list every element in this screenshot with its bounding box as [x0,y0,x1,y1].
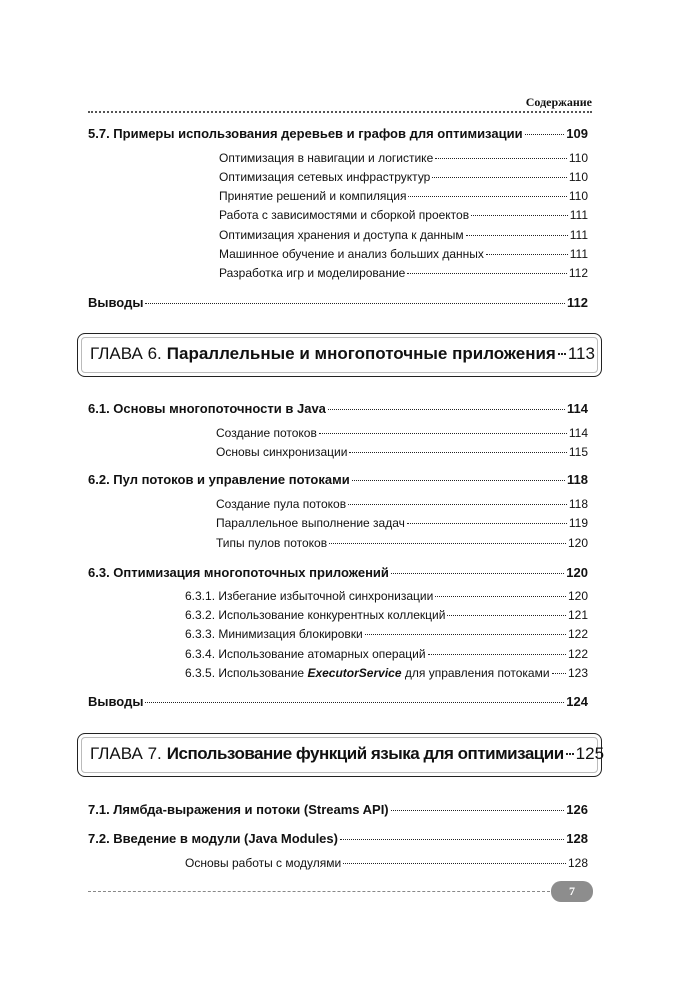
toc-page: 123 [567,666,588,680]
toc-page: 120 [566,565,588,580]
dot-leader [343,863,566,864]
dot-leader [349,452,566,453]
dot-leader [352,480,565,481]
footer-divider [88,891,550,892]
toc-subsection[interactable] [216,497,588,511]
toc-page: 111 [569,247,588,261]
toc-label: 7.1. Лямбда-выражения и потоки (Streams API) [88,802,389,817]
toc-label: Основы синхронизации [216,445,348,459]
toc-subsection-6-3-1[interactable] [185,589,588,603]
dot-leader [435,596,566,597]
toc-subsection[interactable] [219,266,588,280]
toc-label: Принятие решений и компиляция [219,189,407,203]
running-header: Содержание [525,95,592,109]
chapter-title: Использование функций языка для оптимизации [166,744,564,763]
toc-subsection[interactable] [219,151,588,165]
toc-subsection[interactable] [185,856,588,870]
toc-page: 112 [568,266,588,280]
toc-subsection[interactable] [216,516,588,530]
page-number-badge: 7 [551,881,593,902]
toc-label: 6.3.2. Использование конкурентных коллекций [185,608,446,622]
toc-page: 128 [567,856,588,870]
dot-leader [432,177,567,178]
dot-leader [328,409,565,410]
toc-subsection-6-3-2[interactable] [185,608,588,622]
dot-leader [566,753,574,755]
toc-page: 118 [567,472,588,487]
dot-leader [428,654,566,655]
toc-conclusions-ch5[interactable] [88,295,588,310]
toc-label: Параллельное выполнение задач [216,516,405,530]
toc-page: 110 [568,170,588,184]
toc-subsection[interactable] [216,426,588,440]
dot-leader [348,504,567,505]
dot-leader [407,273,567,274]
toc-section-5-7[interactable] [88,126,588,141]
toc-label-part: 6.3.5. Использование [185,666,305,680]
toc-subsection[interactable] [219,247,588,261]
toc-label: Создание потоков [216,426,317,440]
toc-label: Работа с зависимостями и сборкой проектов [219,208,470,222]
dot-leader [435,158,567,159]
toc-page: 119 [568,516,588,530]
chapter-6-heading[interactable] [77,333,602,377]
toc-subsection[interactable] [219,228,588,242]
toc-label: Оптимизация хранения и доступа к данным [219,228,464,242]
toc-page: 118 [568,497,588,511]
toc-page: 110 [568,151,588,165]
chapter-prefix: ГЛАВА 6. [90,344,162,363]
chapter-title: Параллельные и многопоточные приложения [166,344,556,363]
toc-label: Оптимизация сетевых инфраструктур [219,170,431,184]
toc-label: Основы работы с модулями [185,856,342,870]
toc-label: 6.3. Оптимизация многопоточных приложений [88,565,389,580]
dot-leader [408,196,566,197]
toc-page: 109 [566,126,588,141]
toc-label: Разработка игр и моделирование [219,266,406,280]
toc-page: 122 [567,627,588,641]
dot-leader [552,673,566,674]
chapter-prefix: ГЛАВА 7. [90,744,162,763]
dot-leader [391,810,565,811]
toc-subsection[interactable] [219,170,588,184]
dot-leader [471,215,568,216]
toc-label: Создание пула потоков [216,497,347,511]
chapter-7-heading[interactable] [77,733,605,777]
toc-page: 111 [569,208,588,222]
toc-label: 7.2. Введение в модули (Java Modules) [88,831,338,846]
dot-leader [525,134,565,135]
toc-page: 114 [567,401,588,416]
toc-conclusions-ch6[interactable] [88,694,588,709]
chapter-page: 113 [567,344,595,363]
dot-leader [329,543,566,544]
toc-page: 120 [567,589,588,603]
toc-page: 112 [567,295,588,310]
dot-leader [486,254,568,255]
dot-leader [365,634,566,635]
dot-leader [391,573,564,574]
toc-page: 124 [566,694,588,709]
dot-leader [407,523,567,524]
toc-subsection[interactable] [216,536,588,550]
toc-page: 126 [566,802,588,817]
toc-subsection[interactable] [216,445,588,459]
toc-subsection[interactable] [219,189,588,203]
code-term: ExecutorService [307,666,402,680]
toc-label: 6.3.1. Избегание избыточной синхронизации [185,589,434,603]
dot-leader [558,353,566,355]
toc-label: 6.3.4. Использование атомарных операций [185,647,426,661]
toc-label: Машинное обучение и анализ больших данных [219,247,484,261]
dot-leader [145,303,565,304]
toc-section-6-3[interactable] [88,565,588,580]
toc-page: 111 [569,228,588,242]
toc-section-7-2[interactable] [88,831,588,846]
toc-page: 110 [568,189,588,203]
toc-subsection-6-3-5[interactable] [185,666,588,680]
toc-label [185,666,550,680]
toc-label: 6.3.3. Минимизация блокировки [185,627,363,641]
header-divider [88,111,592,113]
toc-subsection-6-3-3[interactable] [185,627,588,641]
dot-leader [319,433,567,434]
toc-section-7-1[interactable] [88,802,588,817]
toc-page: 121 [567,608,588,622]
toc-subsection[interactable] [219,208,588,222]
dot-leader [447,615,566,616]
toc-label: Выводы [88,295,144,310]
toc-label: Оптимизация в навигации и логистике [219,151,434,165]
toc-label-part: для управления потоками [404,666,550,680]
toc-page: 114 [568,426,588,440]
toc-page: 128 [566,831,588,846]
toc-subsection-6-3-4[interactable] [185,647,588,661]
toc-label: 6.2. Пул потоков и управление потоками [88,472,350,487]
dot-leader [340,839,564,840]
toc-label: Выводы [88,694,144,709]
toc-label: 6.1. Основы многопоточности в Java [88,401,326,416]
chapter-page: 125 [575,744,605,763]
toc-section-6-1[interactable] [88,401,588,416]
toc-label: 5.7. Примеры использования деревьев и графов для оптимизации [88,126,523,141]
toc-page: 122 [567,647,588,661]
toc-page: 115 [568,445,588,459]
dot-leader [466,235,568,236]
toc-page: 120 [567,536,588,550]
dot-leader [145,702,564,703]
toc-label: Типы пулов потоков [216,536,328,550]
toc-section-6-2[interactable] [88,472,588,487]
